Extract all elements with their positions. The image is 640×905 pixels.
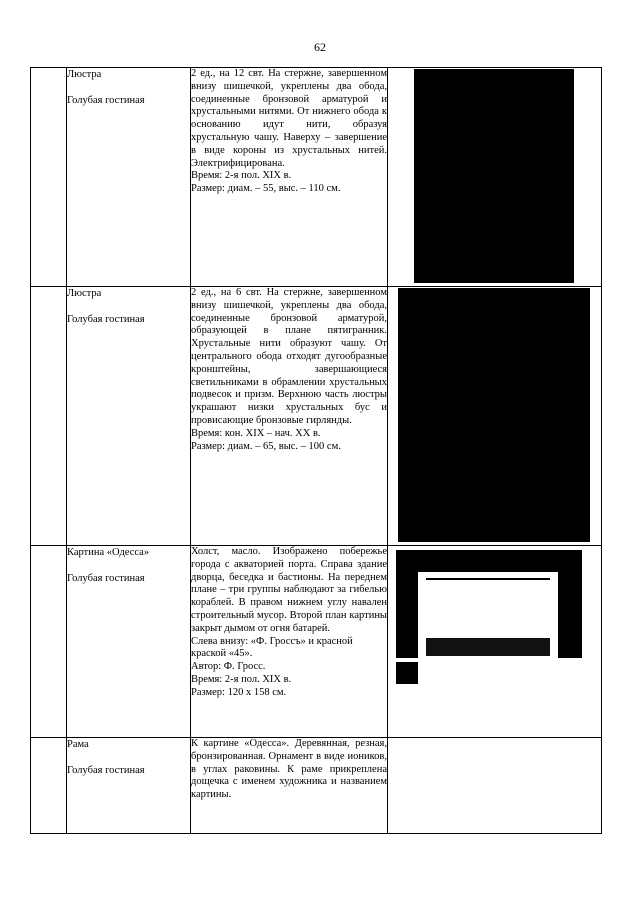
item-location: Голубая гостиная bbox=[67, 95, 145, 106]
item-title: Рама bbox=[67, 739, 89, 750]
row-number-cell bbox=[31, 68, 67, 287]
painting-sky bbox=[426, 578, 550, 640]
item-location: Голубая гостиная bbox=[67, 765, 145, 776]
item-description-cell bbox=[191, 546, 388, 738]
item-description: 2 ед., на 12 свт. На стержне, завершенном внизу шишечкой, укреплены два обода, соединенные бронзовой арматурой и хрустальными нитями. От нижнего обода к основанию идут нити, образуя хрустальную чашу. Наверху – завершение в виде короны из хрустальных нитей. Электрифицирована. bbox=[191, 68, 387, 169]
row-number-cell bbox=[31, 738, 67, 834]
item-size: Размер: 120 х 158 см. bbox=[191, 686, 287, 698]
item-description: Холст, масло. Изображено побережье города с акваторией порта. Справа здание дворца, беседка и бастионы. На переднем плане – три группы наблюдают за гибелью кораблей. В правом нижнем углу навален строительный мусор. Второй план картины закрыт дымом от огня батарей. bbox=[191, 546, 387, 634]
row-number-cell bbox=[31, 287, 67, 546]
item-size: Размер: диам. – 55, выс. – 110 см. bbox=[191, 183, 341, 195]
item-description-cell bbox=[191, 738, 388, 834]
item-name-cell bbox=[67, 68, 191, 287]
item-location: Голубая гостиная bbox=[67, 573, 145, 584]
item-name-cell bbox=[67, 738, 191, 834]
item-inscription: Слева внизу: «Ф. Гроссъ» и красной краской «45». bbox=[191, 635, 353, 660]
item-name-cell bbox=[67, 546, 191, 738]
item-title: Люстра bbox=[67, 288, 102, 299]
item-name-cell bbox=[67, 287, 191, 546]
table-row bbox=[31, 68, 602, 287]
table-row bbox=[31, 287, 602, 546]
item-title: Люстра bbox=[67, 69, 102, 80]
chandelier-photo bbox=[398, 288, 590, 542]
item-description: 2 ед., на 6 свт. На стержне, завершенном внизу шишечкой, укреплены два обода, соединенные бронзовой арматурой, образующей в плане пятигранник. Хрустальные нити образуют чашу. От центрального обода отходят дугообразные кронштейны, завершающиеся светильниками в обрамлении хрустальных подвесок и призм. Верхнюю часть люстры украшают низки хрустальных бус и провисающие бронзовые гирлянды. bbox=[191, 287, 387, 426]
table-row bbox=[31, 738, 602, 834]
item-time: Время: 2-я пол. XIX в. bbox=[191, 170, 292, 182]
table-row bbox=[31, 546, 602, 738]
row-number-cell bbox=[31, 546, 67, 738]
item-image-cell bbox=[388, 546, 602, 738]
item-location: Голубая гостиная bbox=[67, 314, 145, 325]
item-image-cell bbox=[388, 287, 602, 546]
item-time: Время: 2-я пол. XIX в. bbox=[191, 673, 292, 685]
item-size: Размер: диам. – 65, выс. – 100 см. bbox=[191, 440, 341, 452]
catalog-table bbox=[30, 67, 602, 834]
item-title: Картина «Одесса» bbox=[67, 547, 150, 558]
item-image-cell bbox=[388, 68, 602, 287]
page-number: 62 bbox=[314, 40, 326, 54]
item-image-cell bbox=[388, 738, 602, 834]
item-time: Время: кон. XIX – нач. XX в. bbox=[191, 427, 321, 439]
painting-wall bbox=[396, 658, 582, 684]
item-description-cell bbox=[191, 68, 388, 287]
item-author: Автор: Ф. Гросс. bbox=[191, 661, 266, 673]
item-description-cell bbox=[191, 287, 388, 546]
item-description: К картине «Одесса». Деревянная, резная, бронзированная. Орнамент в виде иоников, в углах раковины. К раме прикреплена дощечка с именем художника и названием картины. bbox=[191, 738, 387, 801]
painting-shadow bbox=[396, 662, 418, 684]
painting-shore bbox=[426, 638, 550, 656]
painting-photo bbox=[396, 550, 582, 684]
chandelier-photo bbox=[414, 69, 574, 283]
